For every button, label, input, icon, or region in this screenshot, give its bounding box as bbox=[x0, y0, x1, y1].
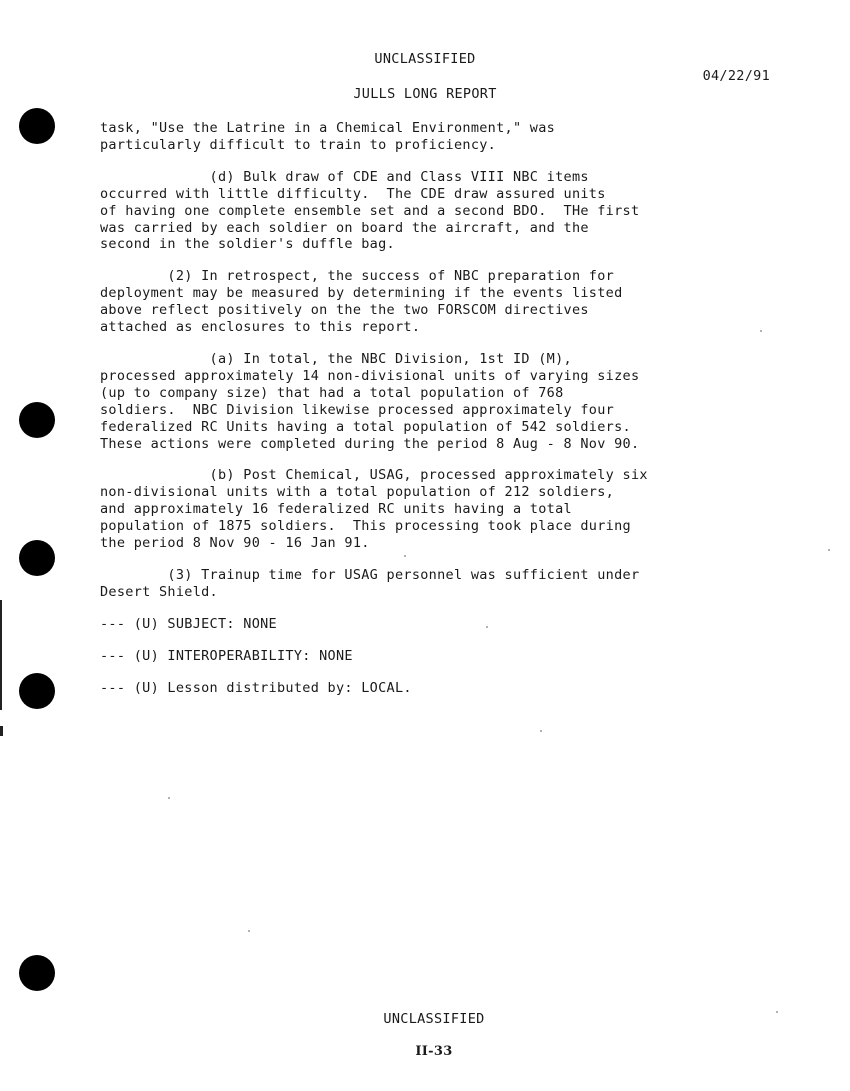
subject-line: --- (U) SUBJECT: NONE bbox=[100, 615, 277, 632]
punch-hole-4 bbox=[19, 673, 55, 709]
paragraph-bulk-draw: (d) Bulk draw of CDE and Class VIII NBC items occurred with little difficulty. The CDE draw assured units of having one complete ensemble set and a second BDO. THe first was carried by each soldier on board the aircraft, and the second in the soldier's duffle bag. bbox=[100, 168, 640, 253]
distribution-line: --- (U) Lesson distributed by: LOCAL. bbox=[100, 679, 412, 696]
scan-speck bbox=[248, 930, 250, 932]
punch-hole-2 bbox=[19, 402, 55, 438]
scan-edge-mark-2 bbox=[0, 726, 3, 736]
paragraph-nbc-division-total: (a) In total, the NBC Division, 1st ID (M), processed approximately 14 non-divisional units of varying sizes (up to company size) that had a total population of 768 soldiers. NBC Division likewise processed approximately four federalized RC Units having a total population of 542 soldiers. These actions were completed during the period 8 Aug - 8 Nov 90. bbox=[100, 350, 640, 452]
scan-speck bbox=[828, 549, 830, 551]
paragraph-retrospect: (2) In retrospect, the success of NBC preparation for deployment may be measured by determining if the events listed above reflect positively on the the two FORSCOM directives attached as enclosures to this report. bbox=[100, 268, 623, 336]
punch-hole-1 bbox=[19, 108, 55, 144]
report-body bbox=[100, 120, 760, 711]
report-date: 04/22/91 bbox=[702, 68, 770, 84]
scan-speck bbox=[760, 330, 762, 332]
paragraph-task-latrine: task, "Use the Latrine in a Chemical Environment," was particularly difficult to train to proficiency. bbox=[100, 120, 556, 153]
header-classification: UNCLASSIFIED bbox=[374, 51, 476, 67]
report-title: JULLS LONG REPORT bbox=[353, 86, 497, 102]
interoperability-line: --- (U) INTEROPERABILITY: NONE bbox=[100, 647, 353, 664]
page-number: II-33 bbox=[415, 1044, 453, 1059]
footer-classification: UNCLASSIFIED bbox=[383, 1011, 485, 1027]
paragraph-post-chemical: (b) Post Chemical, USAG, processed approximately six non-divisional units with a total population of 212 soldiers, and approximately 16 federalized RC units having a total population of 1875 soldiers. This processing took place during the period 8 Nov 90 - 16 Jan 91. bbox=[100, 467, 648, 552]
scan-speck bbox=[540, 730, 542, 732]
scan-speck bbox=[168, 797, 170, 799]
punch-hole-3 bbox=[19, 540, 55, 576]
scan-edge-mark bbox=[0, 600, 2, 710]
punch-hole-5 bbox=[19, 955, 55, 991]
paragraph-trainup: (3) Trainup time for USAG personnel was sufficient under Desert Shield. bbox=[100, 566, 640, 600]
